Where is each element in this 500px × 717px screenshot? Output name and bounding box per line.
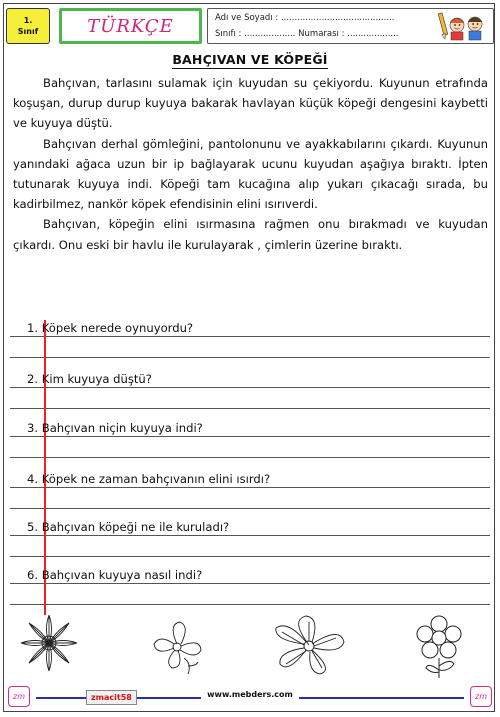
answer-line [10, 387, 490, 388]
grade-label: Sınıf [17, 27, 39, 36]
subject-title: TÜRKÇE [59, 8, 202, 44]
question-5: 5. Bahçıvan köpeği ne ile kuruladı? [27, 520, 230, 534]
answer-line [10, 556, 490, 557]
logo-left: zm [8, 686, 30, 707]
flower-outline-icon [18, 612, 80, 674]
question-1: 1. Köpek nerede oynuyordu? [27, 321, 194, 335]
answer-line [10, 408, 490, 409]
answer-line [10, 487, 490, 488]
story-paragraph: Bahçıvan, tarlasını sulamak için kuyudan su çekiyordu. Kuyunun etrafında koşuşan, durup durup kuyuya bakarak havlayan küçük köpeği dengesini kaybetti ve kuyuya düştü. [13, 76, 488, 131]
flower-outline-icon [412, 614, 466, 680]
author-badge: zmacit58 [86, 690, 137, 705]
flower-outline-icon [270, 612, 348, 678]
flower-outline-icon [148, 618, 206, 676]
story-title-text: BAHÇIVAN VE KÖPEĞİ [172, 52, 328, 67]
grade-number: 1. [23, 16, 33, 25]
answer-line [10, 336, 490, 337]
answer-line [10, 436, 490, 437]
grade-badge [6, 8, 50, 44]
answer-line [10, 457, 490, 458]
answer-line [10, 535, 490, 536]
answer-line [10, 583, 490, 584]
story-title [0, 52, 500, 67]
question-2: 2. Kim kuyuya düştü? [27, 372, 152, 386]
question-6: 6. Bahçıvan kuyuya nasıl indi? [27, 568, 203, 582]
answer-line [10, 357, 490, 358]
story-paragraph: Bahçıvan derhal gömleğini, pantolonunu ve ayakkabılarını çıkardı. Kuyunun yanındaki ağaca uzun bir ip bağlayarak ucunu kuyudan aşağıya bıraktı. İpten tutunarak kuyuya indi. Köpeği tam kucağına alıp yukarı çıkacağı sırada, bu kadirbilmez, nankör köpek efendisinin elini ısırıverdi. [13, 136, 488, 212]
story-paragraph: Bahçıvan, köpeğin elini ısırmasına rağmen onu bırakmadı ve kuyudan çıkardı. Onu eski bir havlu ile kurulayarak , çimlerin üzerine bıraktı. [13, 217, 488, 252]
student-info-box [207, 8, 494, 44]
answer-line [10, 508, 490, 509]
website-link-wrapper [6, 690, 494, 699]
question-3: 3. Bahçıvan niçin kuyuya indi? [27, 421, 203, 435]
footer-bar [6, 686, 494, 707]
answer-line [10, 604, 490, 605]
children-with-pencil-icon [435, 11, 489, 41]
story-text [13, 73, 488, 255]
logo-right: zm [470, 686, 492, 707]
class-number-field[interactable]: Sınıfı : ................... Numarası : ................... [215, 29, 399, 39]
website-link[interactable]: www.mebders.com [201, 690, 299, 699]
name-field[interactable]: Adı ve Soyadı : .......................................... [215, 13, 395, 23]
question-4: 4. Köpek ne zaman bahçıvanın elini ısırdı? [27, 472, 271, 486]
